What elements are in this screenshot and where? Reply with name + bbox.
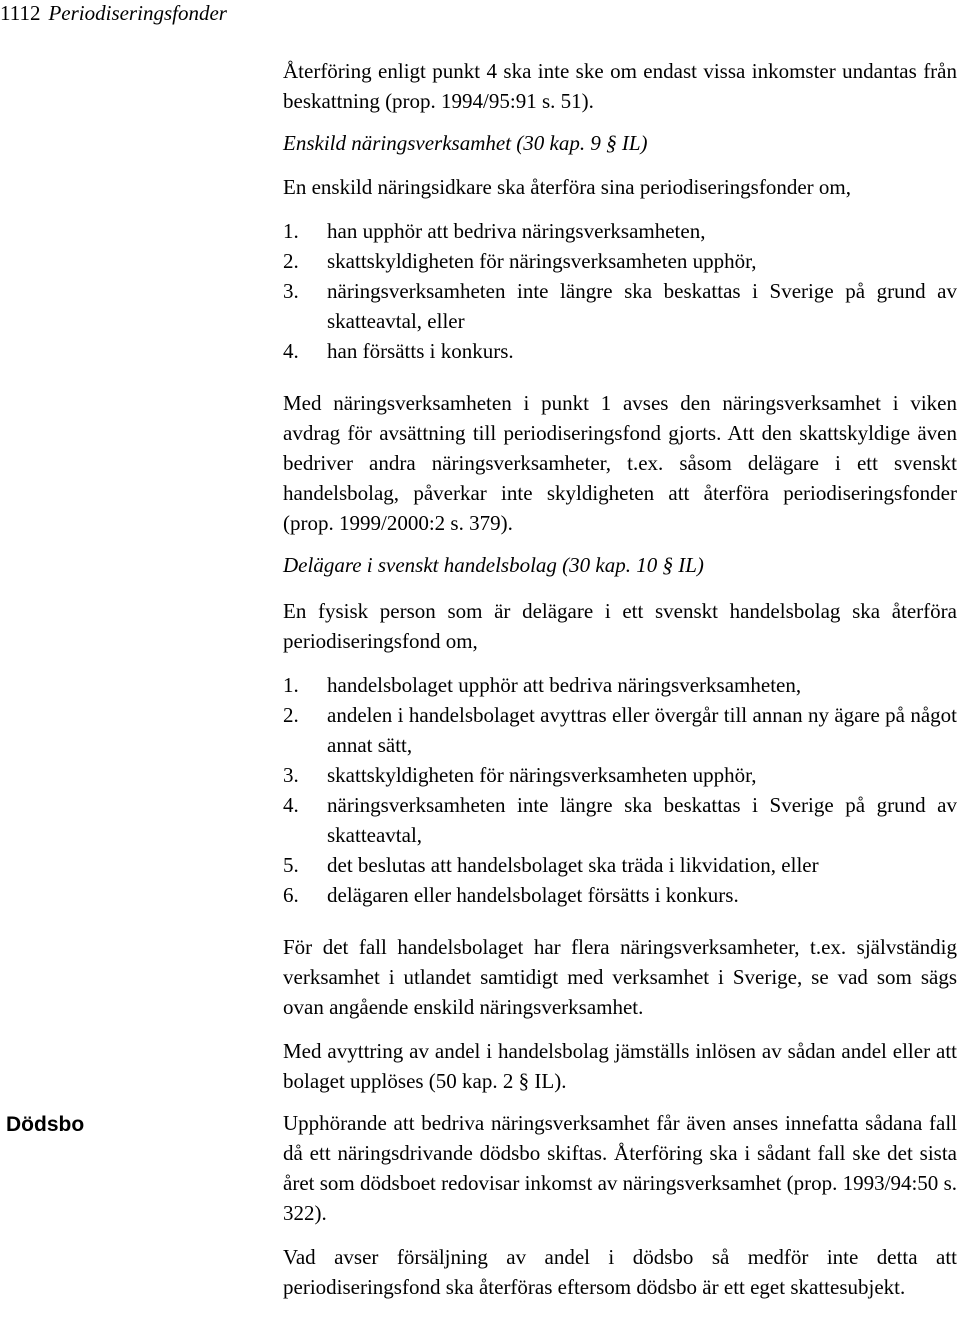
page-number: 1112	[0, 1, 41, 25]
section-lead-handelsbolag: En fysisk person som är delägare i ett svenskt handelsbolag ska återföra periodiseringsfond om,	[283, 599, 957, 653]
section-heading-handelsbolag: Delägare i svenskt handelsbolag (30 kap. 10 § IL)	[283, 553, 704, 577]
list-item: 2. skattskyldigheten för näringsverksamheten upphör,	[283, 249, 757, 273]
list-item: 5. det beslutas att handelsbolaget ska träda i likvidation, eller	[283, 853, 819, 877]
paragraph-flera-verksamheter: För det fall handelsbolaget har flera näringsverksamheter, t.ex. självständig verksamhet i utlandet samtidigt med verksamhet i Sverige, se vad som sägs ovan angående enskild näringsverksamhet.	[283, 935, 957, 1019]
list-item: 3. skattskyldigheten för näringsverksamheten upphör,	[283, 763, 757, 787]
section-lead-enskild: En enskild näringsidkare ska återföra sina periodiseringsfonder om,	[283, 175, 851, 199]
page-header	[0, 0, 227, 26]
intro-block	[283, 56, 957, 116]
conditions-list-handelsbolag	[283, 670, 957, 910]
conditions-list-enskild	[283, 216, 957, 366]
section-enskild	[283, 128, 957, 538]
list-item: 1. handelsbolaget upphör att bedriva näringsverksamheten,	[283, 673, 802, 697]
section-heading-enskild: Enskild näringsverksamhet (30 kap. 9 § IL)	[283, 131, 648, 155]
list-item: 4. näringsverksamheten inte längre ska beskattas i Sverige på grund av skatteavtal,	[283, 793, 957, 847]
list-item: 1. han upphör att bedriva näringsverksamheten,	[283, 219, 706, 243]
section-dodsbo	[283, 1108, 957, 1302]
section-handelsbolag	[283, 550, 957, 1096]
running-title: Periodiseringsfonder	[48, 1, 227, 25]
paragraph-avyttring: Med avyttring av andel i handelsbolag jämställs inlösen av sådan andel eller att bolaget upplöses (50 kap. 2 § IL).	[283, 1039, 957, 1093]
margin-label-dodsbo: Dödsbo	[6, 1113, 85, 1136]
explanation-paragraph-enskild: Med näringsverksamheten i punkt 1 avses den näringsverksamhet i viken avdrag för avsättning till periodiseringsfond gjorts. Att den skattskyldige även bedriver andra näringsverksamheter, t.ex. såsom delägare i ett svenskt handelsbolag, påverkar inte skyldigheten att återföra periodiseringsfonder (prop. 1999/2000:2 s. 379).	[283, 391, 957, 535]
list-item: 4. han försätts i konkurs.	[283, 339, 514, 363]
list-item: 6. delägaren eller handelsbolaget försätts i konkurs.	[283, 883, 739, 907]
list-item: 3. näringsverksamheten inte längre ska beskattas i Sverige på grund av skatteavtal, eller	[283, 279, 957, 333]
list-item: 2. andelen i handelsbolaget avyttras eller övergår till annan ny ägare på något annat sätt,	[283, 703, 957, 757]
intro-paragraph: Återföring enligt punkt 4 ska inte ske om endast vissa inkomster undantas från beskattning (prop. 1994/95:91 s. 51).	[283, 59, 957, 113]
paragraph-dodsbo-skifte: Upphörande att bedriva näringsverksamhet får även anses innefatta sådana fall då ett näringsdrivande dödsbo skiftas. Återföring ska i sådant fall ske det sista året som dödsboet redovisar inkomst av näringsverksamhet (prop. 1993/94:50 s. 322).	[283, 1111, 957, 1225]
paragraph-dodsbo-forsaljning: Vad avser försäljning av andel i dödsbo så medför inte detta att periodiseringsfond ska återföras eftersom dödsbo är ett eget skattesubjekt.	[283, 1245, 957, 1299]
